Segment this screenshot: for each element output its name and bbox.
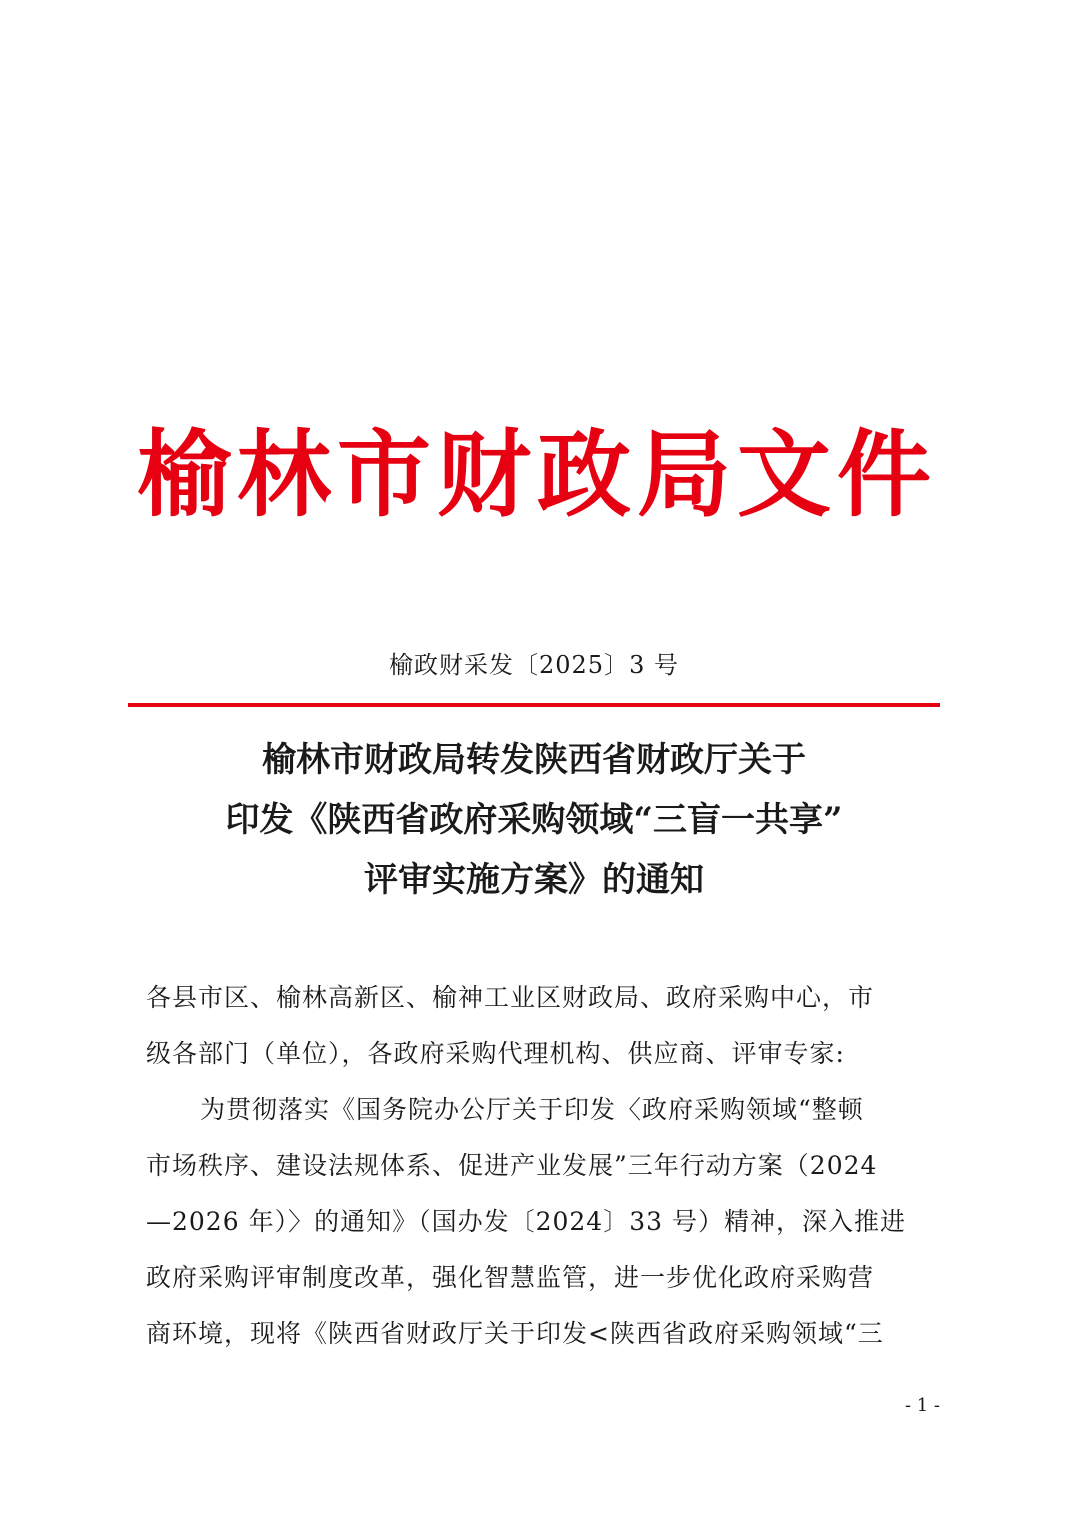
body-line: 级各部门（单位），各政府采购代理机构、供应商、评审专家: xyxy=(146,1039,845,1068)
document-title-line-1: 榆林市财政局转发陕西省财政厅关于 xyxy=(262,740,806,780)
body-line: 各县市区、榆林高新区、榆神工业区财政局、政府采购中心，市 xyxy=(146,983,875,1012)
document-header-title: 榆林市财政局文件 xyxy=(136,420,937,530)
document-title-line-2: 印发《陕西省政府采购领域“三盲一共享” xyxy=(225,800,843,840)
body-line: —2026 年）〉的通知》（国办发〔2024〕33 号）精神，深入推进 xyxy=(146,1207,906,1236)
red-divider-line xyxy=(128,703,940,707)
document-body xyxy=(146,970,942,1362)
body-line: 市场秩序、建设法规体系、促进产业发展”三年行动方案（2024 xyxy=(146,1151,878,1180)
page-number: - 1 - xyxy=(904,1395,940,1416)
body-line: 政府采购评审制度改革，强化智慧监管，进一步优化政府采购营 xyxy=(146,1263,875,1292)
body-line: 商环境，现将《陕西省财政厅关于印发<陕西省政府采购领域“三 xyxy=(146,1319,884,1348)
body-line: 为贯彻落实《国务院办公厅关于印发〈政府采购领域“整顿 xyxy=(200,1095,864,1124)
document-title-line-3: 评审实施方案》的通知 xyxy=(364,860,704,900)
document-title xyxy=(128,730,940,910)
document-number: 榆政财采发〔2025〕3 号 xyxy=(389,651,679,679)
